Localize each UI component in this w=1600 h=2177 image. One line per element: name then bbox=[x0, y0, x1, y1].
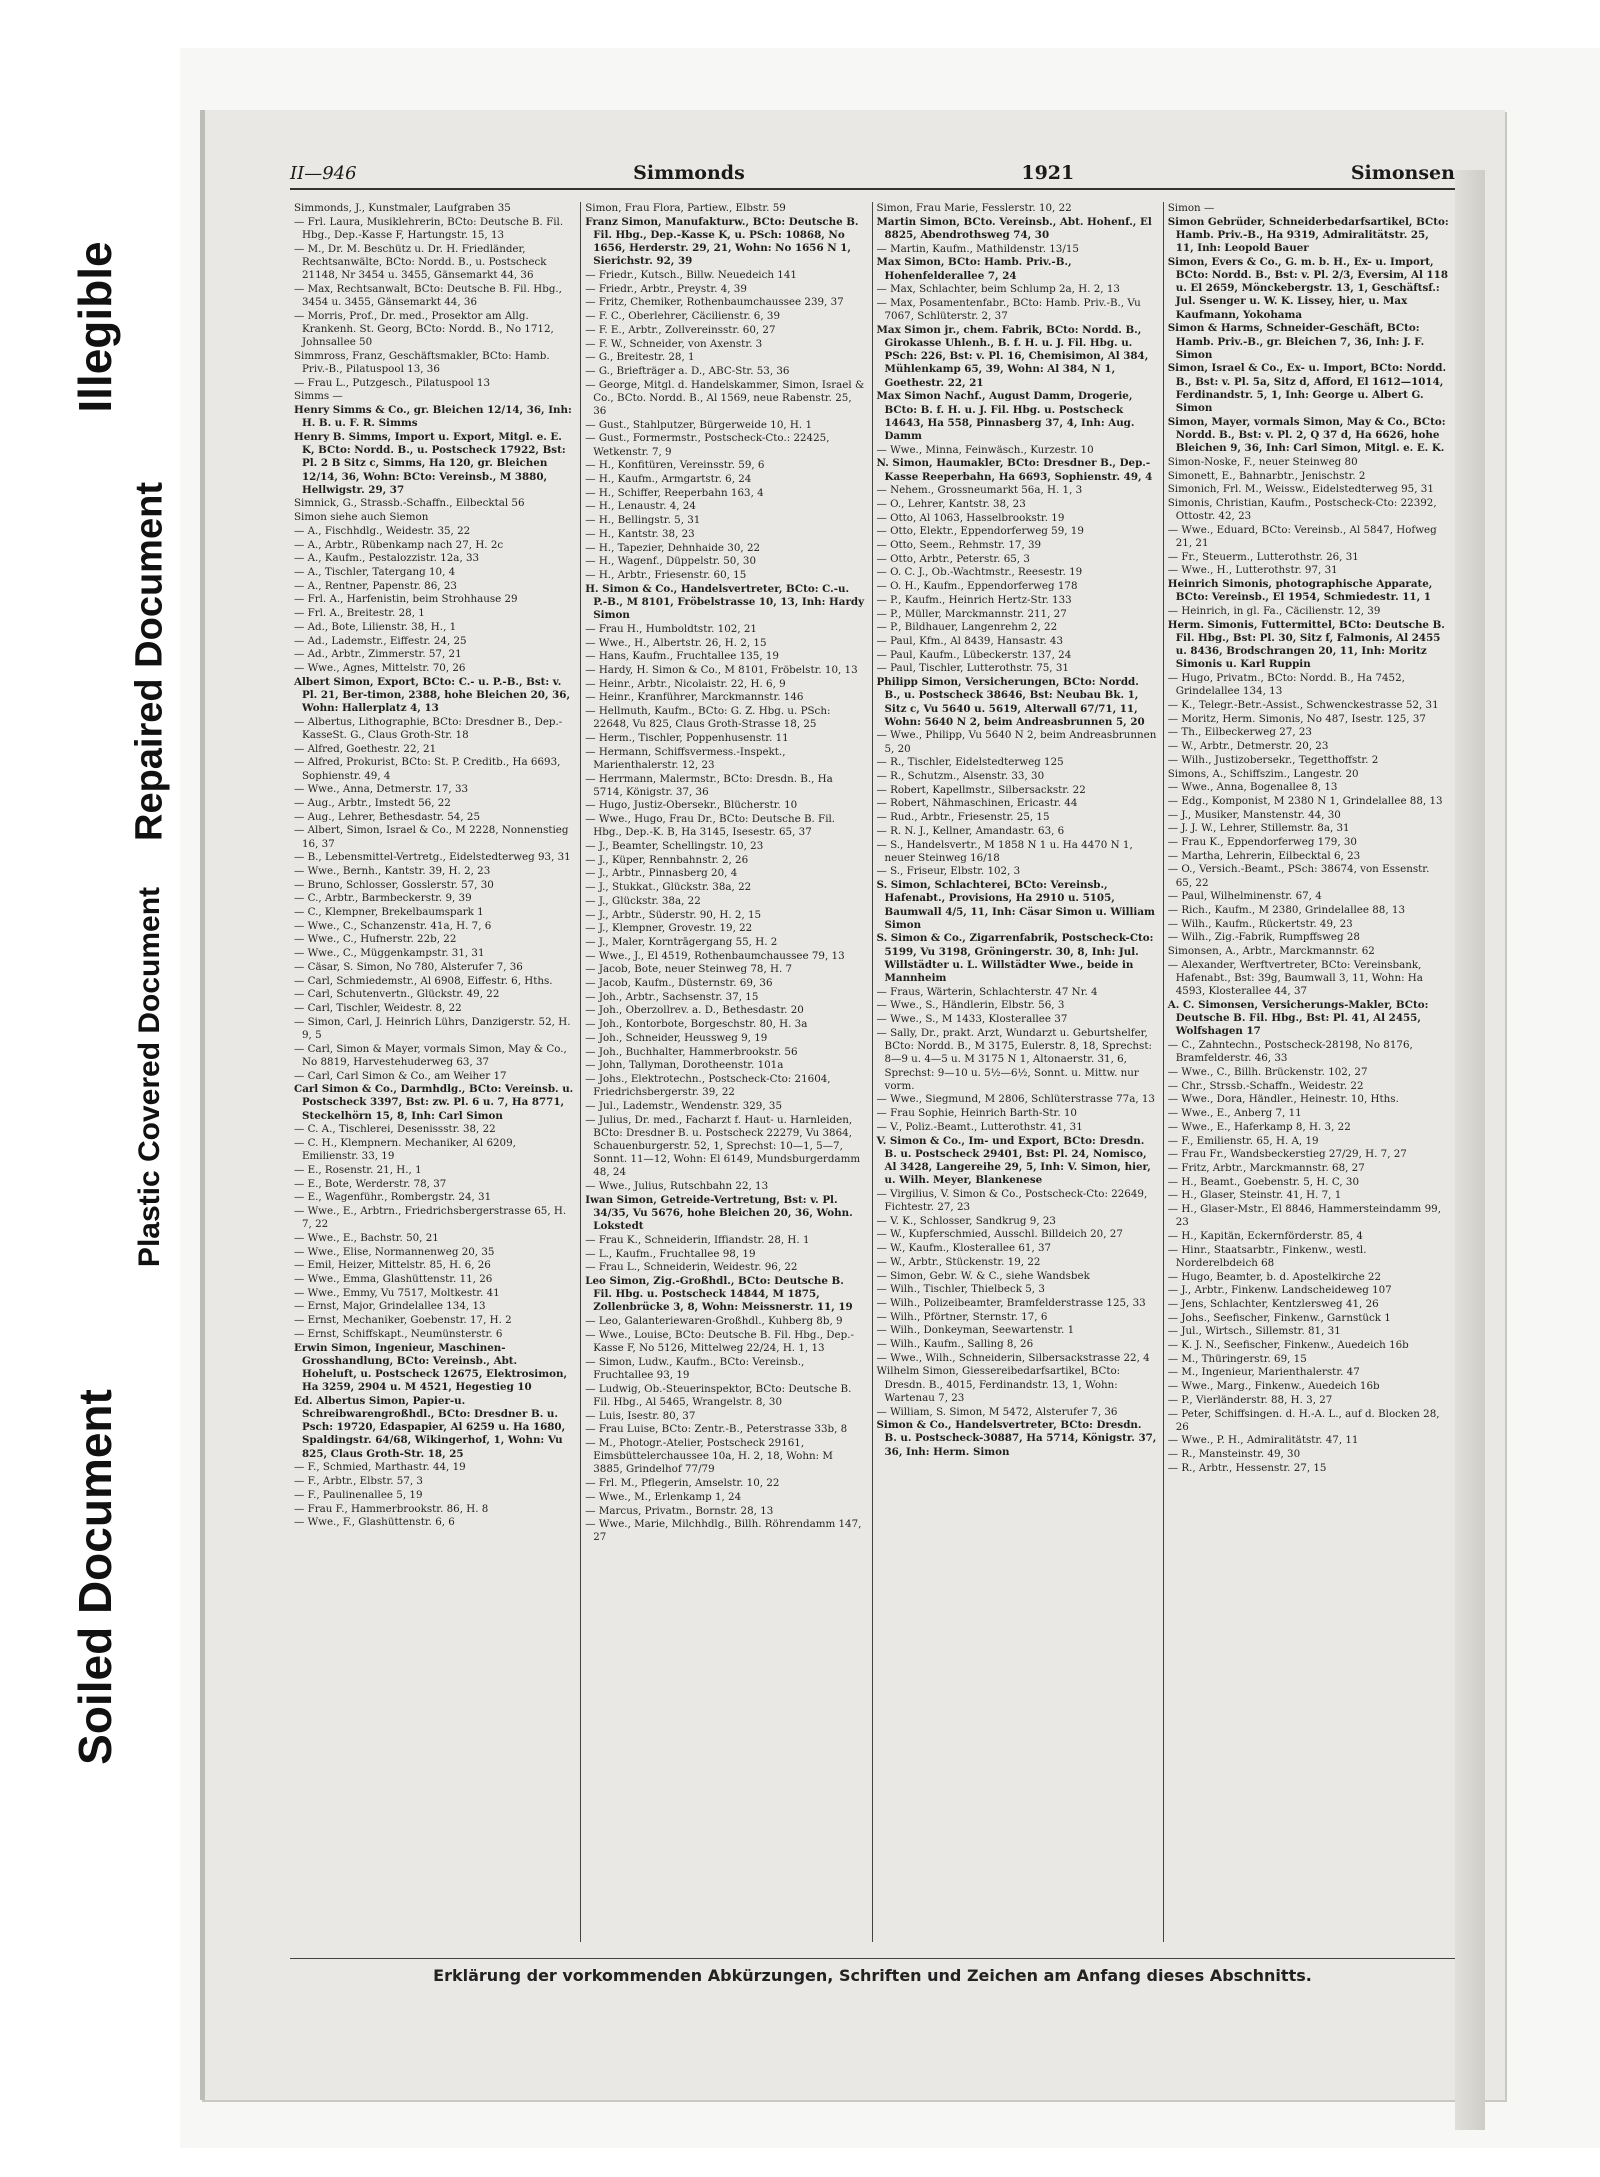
directory-entry: — E., Bote, Werderstr. 78, 37 bbox=[294, 1177, 447, 1190]
directory-entry: — Paul, Tischler, Lutterothstr. 75, 31 bbox=[876, 662, 1069, 675]
directory-entry: — W., Arbtr., Stückenstr. 19, 22 bbox=[876, 1255, 1041, 1268]
directory-entry: — Rich., Kaufm., M 2380, Grindelallee 88, 13 bbox=[1167, 904, 1405, 917]
directory-entry: — H., Arbtr., Friesenstr. 60, 15 bbox=[585, 568, 747, 581]
directory-entry: — Moritz, Herm. Simonis, No 487, Isestr. 125, 37 bbox=[1167, 712, 1426, 725]
directory-entry: — Martha, Lehrerin, Eilbecktal 6, 23 bbox=[1167, 849, 1361, 862]
directory-entry: — Cäsar, S. Simon, No 780, Alsterufer 7, 36 bbox=[294, 960, 523, 973]
directory-entry: — Frau H., Humboldtstr. 102, 21 bbox=[585, 622, 757, 635]
directory-entry: — Aug., Arbtr., Imstedt 56, 22 bbox=[294, 796, 451, 809]
directory-entry: — Wwe., E., Anberg 7, 11 bbox=[1167, 1107, 1302, 1120]
directory-entry: S. Simon & Co., Zigarrenfabrik, Postscheck-Cto: 5199, Vu 3198, Gröningerstr. 30, 8, Inh: Jul. Willstädter u. L. Willstädter Wwe., beide in Mannheim bbox=[876, 932, 1154, 985]
directory-entry: — Wwe., E., Arbtrn., Friedrichsbergerstrasse 65, H. 7, 22 bbox=[294, 1205, 567, 1231]
directory-entry: — Gust., Stahlputzer, Bürgerweide 10, H. 1 bbox=[585, 418, 813, 431]
directory-entry: — Frl. A., Harfenistin, beim Strohhause 29 bbox=[294, 593, 518, 606]
directory-entry: — E., Rosenstr. 21, H., 1 bbox=[294, 1163, 422, 1176]
directory-entry: — J., Arbtr., Pinnasberg 20, 4 bbox=[585, 867, 738, 880]
directory-entry: — Wwe., Dora, Händler., Heinestr. 10, Hths. bbox=[1167, 1093, 1399, 1106]
directory-entry: — Wilh., Polizeibeamter, Bramfelderstrasse 125, 33 bbox=[876, 1296, 1146, 1309]
directory-entry: — H., Glaser-Mstr., El 8846, Hammersteindamm 99, 23 bbox=[1167, 1203, 1441, 1229]
directory-entry: — Wwe., Hugo, Frau Dr., BCto: Deutsche B. Fil. Hbg., Dep.-K. B, Ha 3145, Isesestr. 65, 37 bbox=[585, 813, 836, 839]
directory-entry: Simmonds, J., Kunstmaler, Laufgraben 35 bbox=[294, 202, 511, 214]
directory-entry: Simonis, Christian, Kaufm., Postscheck-Cto: 22392, Ottostr. 42, 23 bbox=[1167, 496, 1437, 523]
directory-entry: Max Simon Nachf., August Damm, Drogerie, BCto: B. f. H. u. J. Fil. Hbg. u. Postscheck 14643, Ha 558, Pinnasberg 37, 4, Inh: Aug. Damm bbox=[876, 390, 1135, 442]
directory-entry: — P., Müller, Marckmannstr. 211, 27 bbox=[876, 607, 1067, 620]
directory-entry: — Wwe., H., Lutterothstr. 97, 31 bbox=[1167, 564, 1338, 577]
directory-entry: — C., Arbtr., Barmbeckerstr. 9, 39 bbox=[294, 892, 472, 905]
page-footer: Erklärung der vorkommenden Abkürzungen, Schriften und Zeichen am Anfang dieses Abschnitts. bbox=[290, 1958, 1455, 1991]
directory-entry: — Wwe., M., Erlenkamp 1, 24 bbox=[585, 1490, 742, 1503]
directory-entry: — Ernst, Mechaniker, Goebenstr. 17, H. 2 bbox=[294, 1314, 512, 1327]
directory-entry: — Carl, Tischler, Weidestr. 8, 22 bbox=[294, 1001, 462, 1014]
directory-entry: — Wwe., C., Schanzenstr. 41a, H. 7, 6 bbox=[294, 919, 492, 932]
label-soiled: Soiled Document bbox=[69, 1389, 121, 1765]
directory-entry: — Leo, Galanteriewaren-Großhdl., Kuhberg 8b, 9 bbox=[585, 1315, 843, 1328]
directory-entry: — Wwe., H., Albertstr. 26, H. 2, 15 bbox=[585, 636, 767, 649]
directory-entry: — A., Arbtr., Rübenkamp nach 27, H. 2c bbox=[294, 538, 504, 551]
directory-entry: — R., Tischler, Eidelstedterweg 125 bbox=[876, 756, 1064, 769]
directory-entry: — H., Glaser, Steinstr. 41, H. 7, 1 bbox=[1167, 1189, 1342, 1202]
directory-entry: — R., Mansteinstr. 49, 30 bbox=[1167, 1448, 1301, 1461]
directory-entry: — Alexander, Werftvertreter, BCto: Vereinsbank, Hafenabt., Bst: 39g, Baumwall 3, 11, Wohn: Ha 4593, Klosterallee 44, 37 bbox=[1167, 958, 1423, 998]
directory-entry: Simon, Frau Marie, Fesslerstr. 10, 22 bbox=[876, 202, 1072, 214]
directory-entry: — Friedr., Arbtr., Preystr. 4, 39 bbox=[585, 282, 747, 295]
directory-entry: — R., Arbtr., Hessenstr. 27, 15 bbox=[1167, 1461, 1327, 1474]
directory-entry: — M., Ingenieur, Marienthalerstr. 47 bbox=[1167, 1366, 1360, 1379]
directory-entry: — Wwe., S., M 1433, Klosterallee 37 bbox=[876, 1013, 1068, 1026]
directory-entry: — Herm., Tischler, Poppenhusenstr. 11 bbox=[585, 731, 789, 744]
directory-entry: — Wwe., Louise, BCto: Deutsche B. Fil. Hbg., Dep.-Kasse F, No 5126, Mittelweg 22/24, H. 1, 13 bbox=[585, 1328, 854, 1355]
directory-entry: — Rud., Arbtr., Friesenstr. 25, 15 bbox=[876, 811, 1050, 824]
directory-entry: — K. J. N., Seefischer, Finkenw., Auedeich 16b bbox=[1167, 1339, 1409, 1352]
directory-entry: — Nehem., Grossneumarkt 56a, H. 1, 3 bbox=[876, 484, 1083, 497]
directory-entry: Simon, Evers & Co., G. m. b. H., Ex- u. Import, BCto: Nordd. B., Bst: v. Pl. 2/3, Eversim, Al 118 u. El 2659, Mönckebergstr. 13, 1, Geschäftsf.: Jul. Ssenger u. W. K. Lissey, hier, u. Max Kaufmann, Yokohama bbox=[1167, 255, 1448, 321]
directory-entry: — A., Rentner, Papenstr. 86, 23 bbox=[294, 579, 457, 592]
directory-entry: Simonich, Frl. M., Weissw., Eidelstedterweg 95, 31 bbox=[1167, 483, 1434, 496]
directory-entry: — K., Telegr.-Betr.-Assist., Schwenckestrasse 52, 31 bbox=[1167, 699, 1439, 712]
directory-entry: — Peter, Schiffsingen. d. H.-A. L., auf d. Blocken 28, 26 bbox=[1167, 1407, 1440, 1433]
directory-entry: — Otto, Arbtr., Peterstr. 65, 3 bbox=[876, 552, 1030, 565]
directory-entry: — Alfred, Prokurist, BCto: St. P. Creditb., Ha 6693, Sophienstr. 49, 4 bbox=[294, 756, 561, 782]
directory-entry: Simon-Noske, F., neuer Steinweg 80 bbox=[1167, 455, 1358, 468]
directory-entry: — Wwe., F., Glashüttenstr. 6, 6 bbox=[294, 1516, 455, 1529]
directory-entry: — Alfred, Goethestr. 22, 21 bbox=[294, 742, 437, 755]
directory-entry: — Johs., Seefischer, Finkenw., Garnstück 1 bbox=[1167, 1311, 1391, 1324]
directory-entry: — Carl, Schutenvertn., Glückstr. 49, 22 bbox=[294, 988, 500, 1001]
directory-entry: Carl Simon & Co., Darmhdlg., BCto: Vereinsb. u. Postscheck 3397, Bst: zw. Pl. 6 u. 7, Ha 8771, Steckelhörn 15, 8, Inh: Carl Simon bbox=[294, 1083, 574, 1122]
directory-entry: — Morris, Prof., Dr. med., Prosektor am Allg. Krankenh. St. Georg, BCto: Nordd. B., No 1712, Johnsallee 50 bbox=[294, 309, 554, 349]
directory-entry: — A., Fischhdlg., Weidestr. 35, 22 bbox=[294, 524, 471, 537]
directory-entry: — Wwe., Elise, Normannenweg 20, 35 bbox=[294, 1245, 495, 1258]
header-left-word: Simmonds bbox=[633, 162, 745, 184]
directory-entry: — Jacob, Bote, neuer Steinweg 78, H. 7 bbox=[585, 963, 793, 976]
directory-entry: — C., Zahntechn., Postscheck-28198, No 8176, Bramfelderstr. 46, 33 bbox=[1167, 1039, 1413, 1065]
directory-entry: — Johs., Elektrotechn., Postscheck-Cto: 21604, Friedrichsbergerstr. 39, 22 bbox=[585, 1073, 831, 1099]
directory-entry: — Wilh., Justizobersekr., Tegetthoffstr. 2 bbox=[1167, 753, 1379, 766]
directory-entry: — Ad., Arbtr., Zimmerstr. 57, 21 bbox=[294, 648, 462, 661]
directory-entry: — Aug., Lehrer, Bethesdastr. 54, 25 bbox=[294, 810, 481, 823]
directory-entry: Simnick, G., Strassb.-Schaffn., Eilbecktal 56 bbox=[294, 497, 525, 510]
directory-entry: — Heinrich, in gl. Fa., Cäcilienstr. 12, 39 bbox=[1167, 605, 1381, 618]
directory-entry: — J., Maler, Korntrāgergang 55, H. 2 bbox=[585, 935, 778, 948]
directory-entry: Henry B. Simms, Import u. Export, Mitgl. e. E. K, BCto: Nordd. B., u. Postscheck 17922, Bst: Pl. 2 B Sitz c, Simms, Ha 120, gr. Bleichen 12/14, 36, Wohn: BCto: Vereinsb., M 3880, Hellwigstr. 29, 37 bbox=[294, 430, 566, 496]
directory-entry: — H., Schiffer, Reeperbahn 163, 4 bbox=[585, 486, 764, 499]
directory-entry: — M., Photogr.-Atelier, Postscheck 29161, Eimsbüttelerchaussee 10a, H. 2, 18, Wohn: M 3885, Grindelhof 77/79 bbox=[585, 1436, 833, 1476]
directory-entry: — Marcus, Privatm., Bornstr. 28, 13 bbox=[585, 1504, 774, 1517]
directory-entry: N. Simon, Haumakler, BCto: Dresdner B., Dep.-Kasse Reeperbahn, Ha 6693, Sophienstr. 49, 4 bbox=[876, 457, 1153, 483]
directory-entry: — F. E., Arbtr., Zollvereinsstr. 60, 27 bbox=[585, 323, 776, 336]
directory-entry: — Frau Sophie, Heinrich Barth-Str. 10 bbox=[876, 1107, 1077, 1120]
directory-entry: — Paul, Kaufm., Lübeckerstr. 137, 24 bbox=[876, 648, 1072, 661]
directory-entry: — R., Schutzm., Alsenstr. 33, 30 bbox=[876, 770, 1045, 783]
directory-entry: — J. J. W., Lehrer, Stillemstr. 8a, 31 bbox=[1167, 822, 1350, 835]
directory-entry: — Ad., Lademstr., Eiffestr. 24, 25 bbox=[294, 634, 467, 647]
directory-entry: — Albert, Simon, Israel & Co., M 2228, Nonnenstieg 16, 37 bbox=[294, 824, 569, 850]
directory-entry: — Joh., Schneider, Heussweg 9, 19 bbox=[585, 1031, 768, 1044]
directory-entry: — H., Bellingstr. 5, 31 bbox=[585, 514, 701, 527]
directory-entry: — Frau Luise, BCto: Zentr.-B., Peterstrasse 33b, 8 bbox=[585, 1423, 848, 1436]
directory-entry: Simon, Mayer, vormals Simon, May & Co., BCto: Nordd. B., Bst: v. Pl. 2, Q 37 d, Ha 6626, hohe Bleichen 9, 36, Inh: Carl Simon, Mitgl. e. E. K. bbox=[1167, 415, 1446, 455]
directory-entry: — W., Kupferschmied, Ausschl. Billdeich 20, 27 bbox=[876, 1228, 1123, 1241]
directory-entry: — Joh., Buchhalter, Hammerbrookstr. 56 bbox=[585, 1045, 798, 1058]
directory-entry: — H., Kaufm., Armgartstr. 6, 24 bbox=[585, 473, 752, 486]
directory-entry: — V. K., Schlosser, Sandkrug 9, 23 bbox=[876, 1214, 1056, 1227]
directory-entry: — Wilh., Tischler, Thielbeck 5, 3 bbox=[876, 1283, 1045, 1296]
directory-entry: Philipp Simon, Versicherungen, BCto: Nordd. B., u. Postscheck 38646, Bst: Neubau Bk. 1, Sitz c, Vu 5640 u. 5619, Alterwall 67/71, 11, Wohn: 5640 N 2, beim Andreasbrunnen 5, 20 bbox=[876, 676, 1145, 728]
directory-entry: — Frl. M., Pflegerin, Amselstr. 10, 22 bbox=[585, 1477, 780, 1490]
directory-entry: — Albertus, Lithographie, BCto: Dresdner B., Dep.-KasseSt. G., Claus Groth-Str. 18 bbox=[294, 715, 563, 741]
directory-entry: — Fr., Steuerm., Lutterothstr. 26, 31 bbox=[1167, 550, 1359, 563]
directory-entry: — H., Konfitüren, Vereinsstr. 59, 6 bbox=[585, 459, 765, 472]
directory-entry: — Hans, Kaufm., Fruchtallee 135, 19 bbox=[585, 650, 779, 663]
directory-entry: Herm. Simonis, Futtermittel, BCto: Deutsche B. Fil. Hbg., Bst: Pl. 30, Sitz f, Falmonis, Al 2455 u. 8436, Brodschrangen 20, 11, Inh: Moritz Simonis u. Karl Ruppin bbox=[1167, 618, 1445, 671]
directory-entry: — G., Breitestr. 28, 1 bbox=[585, 351, 695, 364]
directory-entry: — H., Kapitän, Eckernförderstr. 85, 4 bbox=[1167, 1229, 1363, 1242]
directory-entry: — P., Bildhauer, Langenrehm 2, 22 bbox=[876, 621, 1058, 634]
page-header bbox=[290, 158, 1455, 190]
directory-entry: — Hugo, Beamter, b. d. Apostelkirche 22 bbox=[1167, 1270, 1382, 1283]
directory-entry: — Frau K., Eppendorferweg 179, 30 bbox=[1167, 836, 1357, 849]
directory-entry: — Heinr., Arbtr., Nicolaistr. 22, H. 6, 9 bbox=[585, 677, 786, 690]
page-spine bbox=[1455, 170, 1485, 2130]
directory-entry: — Max, Schlachter, beim Schlump 2a, H. 2, 13 bbox=[876, 283, 1120, 296]
directory-entry: — Jens, Schlachter, Kentzlersweg 41, 26 bbox=[1167, 1297, 1379, 1310]
directory-entry: — Otto, Seem., Rehmstr. 17, 39 bbox=[876, 539, 1042, 552]
directory-entry: — Frau F., Hammerbrookstr. 86, H. 8 bbox=[294, 1502, 489, 1515]
directory-entry: — Wilh., Zig.-Fabrik, Rumpffsweg 28 bbox=[1167, 931, 1360, 944]
directory-entry: Heinrich Simonis, photographische Apparate, BCto: Vereinsb., El 1954, Schmiedestr. 11, 1 bbox=[1167, 578, 1433, 604]
directory-entry: — O., Lehrer, Kantstr. 38, 23 bbox=[876, 497, 1026, 510]
directory-entry: — R. N. J., Kellner, Amandastr. 63, 6 bbox=[876, 824, 1065, 837]
directory-entry: — H., Tapezier, Dehnhaide 30, 22 bbox=[585, 541, 761, 554]
directory-entry: — Frl. A., Breitestr. 28, 1 bbox=[294, 607, 425, 620]
directory-entry: — William, S. Simon, M 5472, Alsterufer 7, 36 bbox=[876, 1405, 1118, 1418]
directory-entry: — Robert, Nähmaschinen, Ericastr. 44 bbox=[876, 797, 1078, 810]
directory-entry: — Heinr., Kranführer, Marckmannstr. 146 bbox=[585, 691, 804, 704]
directory-entry: Simon — bbox=[1167, 202, 1215, 214]
directory-entry: — H., Beamt., Goebenstr. 5, H. C, 30 bbox=[1167, 1175, 1360, 1188]
directory-entry: — M., Dr. M. Beschütz u. Dr. H. Friedländer, Rechtsanwälte, BCto: Nordd. B., u. Postscheck 21148, Nr 3454 u. 3455, Gänsemarkt 44, 36 bbox=[294, 242, 547, 282]
directory-entry: — Virgilius, V. Simon & Co., Postscheck-Cto: 22649, Fichtestr. 27, 23 bbox=[876, 1187, 1148, 1214]
directory-entry: — A., Kaufm., Pestalozzistr. 12a, 33 bbox=[294, 552, 480, 565]
directory-entry: — Frl. Laura, Musiklehrerin, BCto: Deutsche B. Fil. Hbg., Dep.-Kasse F, Hartungstr. 15, 13 bbox=[294, 215, 564, 241]
directory-entry: — Simon, Carl, J. Heinrich Lührs, Danzigerstr. 52, H. 9, 5 bbox=[294, 1015, 571, 1041]
directory-entry: — Carl, Simon & Mayer, vormals Simon, May & Co., No 8819, Harvestehuderweg 63, 37 bbox=[294, 1042, 567, 1068]
directory-entry: V. Simon & Co., Im- und Export, BCto: Dresdn. B. u. Postscheck 29401, Bst: Pl. 24, Nomisco, Al 3428, Langereihe 29, 5, Inh: V. Simon, hier, u. Wilh. Meyer, Blankenese bbox=[876, 1134, 1151, 1187]
directory-entry: Simonsen, A., Arbtr., Marckmannstr. 62 bbox=[1167, 945, 1375, 958]
directory-entry: — S., Handelsvertr., M 1858 N 1 u. Ha 4470 N 1, neuer Steinweg 16/18 bbox=[876, 838, 1133, 864]
directory-entry: — Herrmann, Malermstr., BCto: Dresdn. B., Ha 5714, Königstr. 37, 36 bbox=[585, 772, 833, 798]
directory-entry: — Wwe., Siegmund, M 2806, Schlüterstrasse 77a, 13 bbox=[876, 1093, 1155, 1106]
directory-entry: — Wwe., Anna, Bogenallee 8, 13 bbox=[1167, 781, 1338, 794]
directory-entry: — Bruno, Schlosser, Gosslerstr. 57, 30 bbox=[294, 878, 494, 891]
directory-entry: Simon & Co., Handelsvertreter, BCto: Dresdn. B. u. Postscheck-30887, Ha 5714, Königstr. 37, 36, Inh: Herm. Simon bbox=[876, 1419, 1157, 1458]
directory-entry: — C., Klempner, Brekelbaumspark 1 bbox=[294, 906, 484, 919]
directory-entry: — Frau K., Schneiderin, Iffiandstr. 28, H. 1 bbox=[585, 1233, 810, 1246]
directory-entry: — Hellmuth, Kaufm., BCto: G. Z. Hbg. u. PSch: 22648, Vu 825, Claus Groth-Strasse 18, 25 bbox=[585, 705, 831, 731]
directory-entry: Simmross, Franz, Geschäftsmakler, BCto: Hamb. Priv.-B., Pilatuspool 13, 36 bbox=[294, 349, 550, 375]
directory-entry: — Wwe., Marie, Milchhdlg., Billh. Röhrendamm 147, 27 bbox=[585, 1518, 862, 1544]
directory-entry: — Wwe., C., Hufnerstr. 22b, 22 bbox=[294, 933, 457, 946]
side-labels bbox=[0, 0, 190, 2177]
directory-entry: A. C. Simonsen, Versicherungs-Makler, BCto: Deutsche B. Fil. Hbg., Bst: Pl. 41, Al 2455, Wolfshagen 17 bbox=[1167, 998, 1429, 1038]
directory-entry: — Wwe., Emmy, Vu 7517, Moltkestr. 41 bbox=[294, 1286, 500, 1299]
directory-entry: — H., Lenaustr. 4, 24 bbox=[585, 500, 696, 513]
directory-entry: — Wwe., P. H., Admiralitätstr. 47, 11 bbox=[1167, 1434, 1359, 1447]
directory-entry: Martin Simon, BCto. Vereinsb., Abt. Hohenf., El 8825, Abendrothsweg 74, 30 bbox=[876, 215, 1152, 241]
directory-entry: — L., Kaufm., Fruchtallee 98, 19 bbox=[585, 1247, 756, 1260]
directory-entry: — Fritz, Arbtr., Marckmannstr. 68, 27 bbox=[1167, 1161, 1365, 1174]
directory-entry: — J., Stukkat., Glückstr. 38a, 22 bbox=[585, 881, 752, 894]
directory-entry: — F. C., Oberlehrer, Cäcilienstr. 6, 39 bbox=[585, 310, 781, 323]
directory-entry: — H., Wagenf., Düppelstr. 50, 30 bbox=[585, 555, 756, 568]
directory-entry: Simons, A., Schiffszim., Langestr. 20 bbox=[1167, 767, 1359, 780]
label-plastic: Plastic Covered Document bbox=[133, 886, 166, 1268]
directory-entry: — G., Briefträger a. D., ABC-Str. 53, 36 bbox=[585, 364, 790, 377]
directory-entry: — J., Musiker, Manstenstr. 44, 30 bbox=[1167, 808, 1341, 821]
directory-entry: Iwan Simon, Getreide-Vertretung, Bst: v. Pl. 34/35, Vu 5676, hohe Bleichen 20, 36, Wohn. Lokstedt bbox=[585, 1193, 853, 1233]
directory-entry: — Ludwig, Ob.-Steuerinspektor, BCto: Deutsche B. Fil. Hbg., Al 5465, Wrangelstr. 8, 30 bbox=[585, 1382, 852, 1408]
directory-entry: — Otto, Elektr., Eppendorferweg 59, 19 bbox=[876, 525, 1084, 538]
directory-entry: — Fraus, Wärterin, Schlachterstr. 47 Nr. 4 bbox=[876, 985, 1098, 998]
directory-entry: — Jacob, Kaufm., Düsternstr. 69, 36 bbox=[585, 977, 773, 990]
directory-entry: — Emil, Heizer, Mittelstr. 85, H. 6, 26 bbox=[294, 1259, 491, 1272]
directory-entry: — John, Tallyman, Dorotheenstr. 101a bbox=[585, 1059, 784, 1072]
directory-entry: — Sally, Dr., prakt. Arzt, Wundarzt u. Geburtshelfer, BCto: Nordd. B., M 3175, Eulerstr. 8, 18, Sprechst: 8—9 u. 4—5 u. M 3175 N 1, Altonaerstr. 31, 6, Sprechst: 9—10 u. 5½—6½, Sonnt. u. Mittw. nur vorm. bbox=[876, 1026, 1152, 1092]
directory-entry: — F., Arbtr., Elbstr. 57, 3 bbox=[294, 1475, 423, 1488]
directory-entry: — Wilh., Donkeyman, Seewartenstr. 1 bbox=[876, 1324, 1075, 1337]
directory-entry: — Wwe., E., Bachstr. 50, 21 bbox=[294, 1231, 439, 1244]
directory-entry: — Jul., Lademstr., Wendenstr. 329, 35 bbox=[585, 1099, 782, 1112]
directory-entry: — M., Thüringerstr. 69, 15 bbox=[1167, 1352, 1307, 1365]
directory-entry: — Wilh., Kaufm., Rückertstr. 49, 23 bbox=[1167, 917, 1353, 930]
directory-entry: Simonett, E., Bahnarbtr., Jenischstr. 2 bbox=[1167, 469, 1366, 482]
directory-entry: — Wwe., S., Händlerin, Elbstr. 56, 3 bbox=[876, 999, 1065, 1012]
directory-entry: — Hugo, Justiz-Obersekr., Blücherstr. 10 bbox=[585, 799, 798, 812]
directory-entry: — Wwe., Marg., Finkenw., Auedeich 16b bbox=[1167, 1380, 1380, 1393]
directory-entry: — F., Schmied, Marthastr. 44, 19 bbox=[294, 1461, 466, 1474]
directory-entry: — Joh., Oberzollrev. a. D., Bethesdastr. 20 bbox=[585, 1004, 804, 1017]
directory-entry: — Edg., Komponist, M 2380 N 1, Grindelallee 88, 13 bbox=[1167, 794, 1443, 807]
directory-entry: — Frau L., Putzgesch., Pilatuspool 13 bbox=[294, 376, 491, 389]
directory-entry: — V., Poliz.-Beamt., Lutterothstr. 41, 31 bbox=[876, 1120, 1083, 1133]
directory-entry: — Chr., Strssb.-Schaffn., Weidestr. 22 bbox=[1167, 1079, 1364, 1092]
directory-entry: — Th., Eilbeckerweg 27, 23 bbox=[1167, 726, 1312, 739]
directory-entry: — P., Kaufm., Heinrich Hertz-Str. 133 bbox=[876, 593, 1072, 606]
directory-entry: — F. W., Schneider, von Axenstr. 3 bbox=[585, 337, 763, 350]
directory-entry: — W., Arbtr., Detmerstr. 20, 23 bbox=[1167, 740, 1329, 753]
directory-entry: Ed. Albertus Simon, Papier-u. Schreibwarengroßhdl., BCto: Dresdner B. u. Psch: 19720, Edaspapier, Al 6259 u. Ha 1680, Spaldingstr. 64/68, Wikingerhof, 1, Wohn: Vu 825, Claus Groth-Str. 18, 25 bbox=[294, 1394, 566, 1460]
directory-entry: Simon & Harms, Schneider-Geschäft, BCto: Hamb. Priv.-B., gr. Bleichen 7, 36, Inh: J. F. Simon bbox=[1167, 322, 1425, 361]
column-2 bbox=[581, 202, 872, 1942]
directory-entry: H. Simon & Co., Handelsvertreter, BCto: C.-u. P.-B., M 8101, Fröbelstrasse 10, 13, Inh: Hardy Simon bbox=[585, 582, 865, 622]
directory-entry: Henry Simms & Co., gr. Bleichen 12/14, 36, Inh: H. B. u. F. R. Simms bbox=[294, 404, 572, 430]
directory-entry: — Wwe., Wilh., Schneiderin, Silbersackstrasse 22, 4 bbox=[876, 1351, 1150, 1364]
directory-entry: — Wwe., Agnes, Mittelstr. 70, 26 bbox=[294, 661, 466, 674]
directory-entry: — Wwe., Philipp, Vu 5640 N 2, beim Andreasbrunnen 5, 20 bbox=[876, 729, 1157, 755]
directory-entry: — Wilh., Pförtner, Sternstr. 17, 6 bbox=[876, 1310, 1048, 1323]
directory-entry: — Joh., Kontorbote, Borgeschstr. 80, H. 3a bbox=[585, 1018, 808, 1031]
directory-entry: Simon Gebrüder, Schneiderbedarfsartikel, BCto: Hamb. Priv.-B., Ha 9319, Admiralitätstr. 25, 11, Inh: Leopold Bauer bbox=[1167, 215, 1449, 255]
label-repaired: Repaired Document bbox=[128, 482, 171, 841]
directory-entry: — Wwe., Minna, Feinwäsch., Kurzestr. 10 bbox=[876, 443, 1094, 456]
directory-entry: — J., Arbtr., Süderstr. 90, H. 2, 15 bbox=[585, 908, 762, 921]
directory-entry: Simms — bbox=[294, 390, 343, 403]
directory-entry: — Wwe., C., Billh. Brückenstr. 102, 27 bbox=[1167, 1066, 1368, 1078]
directory-entry: — J., Klempner, Grovestr. 19, 22 bbox=[585, 922, 753, 935]
directory-entry: — Gust., Formermstr., Postscheck-Cto.: 22425, Wetkenstr. 7, 9 bbox=[585, 432, 830, 458]
directory-entry: — J., Arbtr., Finkenw. Landscheideweg 107 bbox=[1167, 1284, 1392, 1297]
directory-entry: — Wwe., Julius, Rutschbahn 22, 13 bbox=[585, 1180, 769, 1193]
page-content bbox=[290, 158, 1455, 2038]
directory-entry: — Hinr., Staatsarbtr., Finkenw., westl. Norderelbdeich 68 bbox=[1167, 1243, 1367, 1269]
directory-entry: Simon siehe auch Siemon bbox=[294, 511, 429, 524]
directory-entry: — Carl, Schmiedemstr., Al 6908, Eiffestr. 6, Hths. bbox=[294, 974, 553, 987]
directory-entry: — Hugo, Privatm., BCto: Nordd. B., Ha 7452, Grindelallee 134, 13 bbox=[1167, 672, 1405, 698]
directory-entry: — Hardy, H. Simon & Co., M 8101, Fröbelstr. 10, 13 bbox=[585, 663, 858, 676]
directory-entry: — Wwe., E., Haferkamp 8, H. 3, 22 bbox=[1167, 1120, 1351, 1133]
directory-entry: — Wwe., Eduard, BCto: Vereinsb., Al 5847, Hofweg 21, 21 bbox=[1167, 523, 1437, 550]
directory-entry: — O., Versich.-Beamt., PSch: 38674, von Essenstr. 65, 22 bbox=[1167, 863, 1430, 889]
directory-entry: — Carl, Carl Simon & Co., am Weiher 17 bbox=[294, 1069, 507, 1082]
directory-entry: — O. C. J., Ob.-Wachtmstr., Reesestr. 19 bbox=[876, 566, 1083, 579]
column-3 bbox=[873, 202, 1164, 1942]
directory-entry: — Jul., Wirtsch., Sillemstr. 81, 31 bbox=[1167, 1325, 1341, 1338]
directory-entry: — Paul, Kfm., Al 8439, Hansastr. 43 bbox=[876, 635, 1064, 647]
directory-entry: — Max, Posamentenfabr., BCto: Hamb. Priv.-B., Vu 7067, Schlüterstr. 2, 37 bbox=[876, 296, 1141, 323]
directory-entry: — C. H., Klempnern. Mechaniker, Al 6209, Emilienstr. 33, 19 bbox=[294, 1137, 516, 1163]
directory-entry: — Wwe., Anna, Detmerstr. 17, 33 bbox=[294, 783, 469, 796]
directory-entry: — J., Glückstr. 38a, 22 bbox=[585, 894, 701, 907]
directory-entry: — Hermann, Schiffsvermess.-Inspekt., Marienthalerstr. 12, 23 bbox=[585, 745, 786, 771]
directory-entry: — J., Beamter, Schellingstr. 10, 23 bbox=[585, 840, 764, 853]
directory-entry: S. Simon, Schlachterei, BCto: Vereinsb., Hafenabt., Provisions, Ha 2910 u. 5105, Baumwall 4/5, 11, Inh: Cäsar Simon u. William Simon bbox=[876, 879, 1155, 931]
directory-entry: — S., Friseur, Elbstr. 102, 3 bbox=[876, 865, 1021, 878]
directory-entry: — Wwe., C., Müggenkampstr. 31, 31 bbox=[294, 947, 485, 960]
directory-entry: — F., Emilienstr. 65, H. A, 19 bbox=[1167, 1134, 1319, 1147]
document-page bbox=[200, 110, 1505, 2100]
directory-entry: — George, Mitgl. d. Handelskammer, Simon, Israel & Co., BCto. Nordd. B., Al 1569, neue Rabenstr. 25, 36 bbox=[585, 378, 865, 418]
directory-entry: — W., Kaufm., Klosterallee 61, 37 bbox=[876, 1242, 1052, 1255]
directory-entry: — J., Küper, Rennbahnstr. 2, 26 bbox=[585, 853, 749, 866]
directory-entry: Franz Simon, Manufakturw., BCto: Deutsche B. Fil. Hbg., Dep.-Kasse K, u. PSch: 10868, No 1656, Herderstr. 29, 21, Wohn: No 1656 N 1, Sierichstr. 92, 39 bbox=[585, 215, 859, 268]
directory-entry: — Paul, Wilhelminenstr. 67, 4 bbox=[1167, 890, 1322, 903]
directory-entry: — Simon, Ludw., Kaufm., BCto: Vereinsb., Fruchtallee 93, 19 bbox=[585, 1355, 805, 1381]
label-illegible: Illegible bbox=[69, 241, 121, 413]
directory-entry: — Robert, Kapellmstr., Silbersackstr. 22 bbox=[876, 783, 1086, 796]
directory-entry: — Wwe., Bernh., Kantstr. 39, H. 2, 23 bbox=[294, 864, 491, 877]
directory-entry: Albert Simon, Export, BCto: C.- u. P.-B., Bst: v. Pl. 21, Ber-timon, 2388, hohe Bleichen 20, 36, Wohn: Hallerplatz 4, 13 bbox=[294, 675, 571, 715]
directory-entry: — Julius, Dr. med., Facharzt f. Haut- u. Harnleiden, BCto: Dresdner B. u. Postscheck 22279, Vu 3864, Schauenburgerstr. 52, 1, Sprechst: 10—1, 5—7, Sonnt. 11—12, Wohn: El 6149, Mundsburgerdamm 48, 24 bbox=[585, 1113, 861, 1179]
column-1 bbox=[290, 202, 581, 1942]
directory-entry: Erwin Simon, Ingenieur, Maschinen-Grosshandlung, BCto: Vereinsb., Abt. Hoheluft, u. Postscheck 12675, Elektrosimon, Ha 3259, 2904 u. M 4521, Hegestieg 10 bbox=[294, 1341, 568, 1394]
directory-entry: — O. H., Kaufm., Eppendorferweg 178 bbox=[876, 580, 1078, 593]
directory-entry: — Luis, Isestr. 80, 37 bbox=[585, 1409, 696, 1422]
directory-entry: — Wwe., Emma, Glashüttenstr. 11, 26 bbox=[294, 1273, 493, 1286]
directory-entry: — Ernst, Major, Grindelallee 134, 13 bbox=[294, 1300, 486, 1313]
directory-entry: — Friedr., Kutsch., Billw. Neuedeich 141 bbox=[585, 269, 797, 282]
page-number: II—946 bbox=[290, 162, 357, 184]
directory-entry: Max Simon jr., chem. Fabrik, BCto: Nordd. B., Girokasse Uhlenh., B. f. H. u. J. Fil. Hbg. u. PSch: 226, Bst: v. Pl. 16, Chemisimon, Al 384, Mühlenkamp 65, 39, Wohn: Al 384, N 1, Goethestr. 22, 21 bbox=[876, 323, 1149, 389]
directory-entry: — Wilh., Kaufm., Salling 8, 26 bbox=[876, 1338, 1034, 1351]
directory-entry: — Simon, Gebr. W. & C., siehe Wandsbek bbox=[876, 1269, 1090, 1282]
header-right-word: Simonsen bbox=[1350, 162, 1455, 184]
directory-entry: — Frau Fr., Wandsbeckerstieg 27/29, H. 7, 27 bbox=[1167, 1148, 1407, 1161]
directory-entry: — Wwe., J., El 4519, Rothenbaumchaussee 79, 13 bbox=[585, 949, 845, 962]
directory-entry: — Ernst, Schiffskapt., Neumünsterstr. 6 bbox=[294, 1327, 503, 1340]
directory-entry: — A., Tischler, Tatergang 10, 4 bbox=[294, 565, 456, 578]
directory-entry: — Martin, Kaufm., Mathildenstr. 13/15 bbox=[876, 242, 1079, 255]
directory-entry: — H., Kantstr. 38, 23 bbox=[585, 527, 695, 540]
directory-entry: Wilhelm Simon, Giessereibedarfsartikel, BCto: Dresdn. B., 4015, Ferdinandstr. 13, 1, Wohn: Wartenau 7, 23 bbox=[876, 1365, 1121, 1404]
directory-entry: — Otto, Al 1063, Hasselbrookstr. 19 bbox=[876, 511, 1065, 524]
directory-entry: Max Simon, BCto: Hamb. Priv.-B., Hohenfelderallee 7, 24 bbox=[876, 256, 1072, 282]
header-year: 1921 bbox=[1021, 162, 1075, 184]
directory-entry: — Max, Rechtsanwalt, BCto: Deutsche B. Fil. Hbg., 3454 u. 3455, Gänsemarkt 44, 36 bbox=[294, 282, 562, 308]
directory-entry: — F., Paulinenallee 5, 19 bbox=[294, 1488, 423, 1501]
directory-entry: — E., Wagenführ., Rombergstr. 24, 31 bbox=[294, 1191, 492, 1204]
directory-entry: Simon, Israel & Co., Ex- u. Import, BCto: Nordd. B., Bst: v. Pl. 5a, Sitz d, Afford, El 1612—1014, Ferdinandstr. 5, 1, Inh: George u. Albert G. Simon bbox=[1167, 362, 1447, 415]
directory-entry: Simon, Frau Flora, Partiew., Elbstr. 59 bbox=[585, 202, 786, 214]
directory-entry: — C. A., Tischlerei, Desenissstr. 38, 22 bbox=[294, 1123, 496, 1136]
directory-entry: — Ad., Bote, Lilienstr. 38, H., 1 bbox=[294, 620, 457, 633]
directory-entry: Leo Simon, Zig.-Großhdl., BCto: Deutsche B. Fil. Hbg. u. Postscheck 14844, M 1875, Zollenbrücke 3, 8, Wohn: Meissnerstr. 11, 19 bbox=[585, 1275, 853, 1314]
directory-entry: — P., Vierländerstr. 88, H. 3, 27 bbox=[1167, 1393, 1333, 1406]
directory-entry: — Joh., Arbtr., Sachsenstr. 37, 15 bbox=[585, 990, 759, 1003]
directory-entry: — Frau L., Schneiderin, Weidestr. 96, 22 bbox=[585, 1261, 798, 1274]
directory-columns bbox=[290, 202, 1455, 1942]
directory-entry: — B., Lebensmittel-Vertretg., Eidelstedterweg 93, 31 bbox=[294, 851, 571, 864]
column-4 bbox=[1164, 202, 1455, 1942]
directory-entry: — Fritz, Chemiker, Rothenbaumchaussee 239, 37 bbox=[585, 296, 844, 309]
